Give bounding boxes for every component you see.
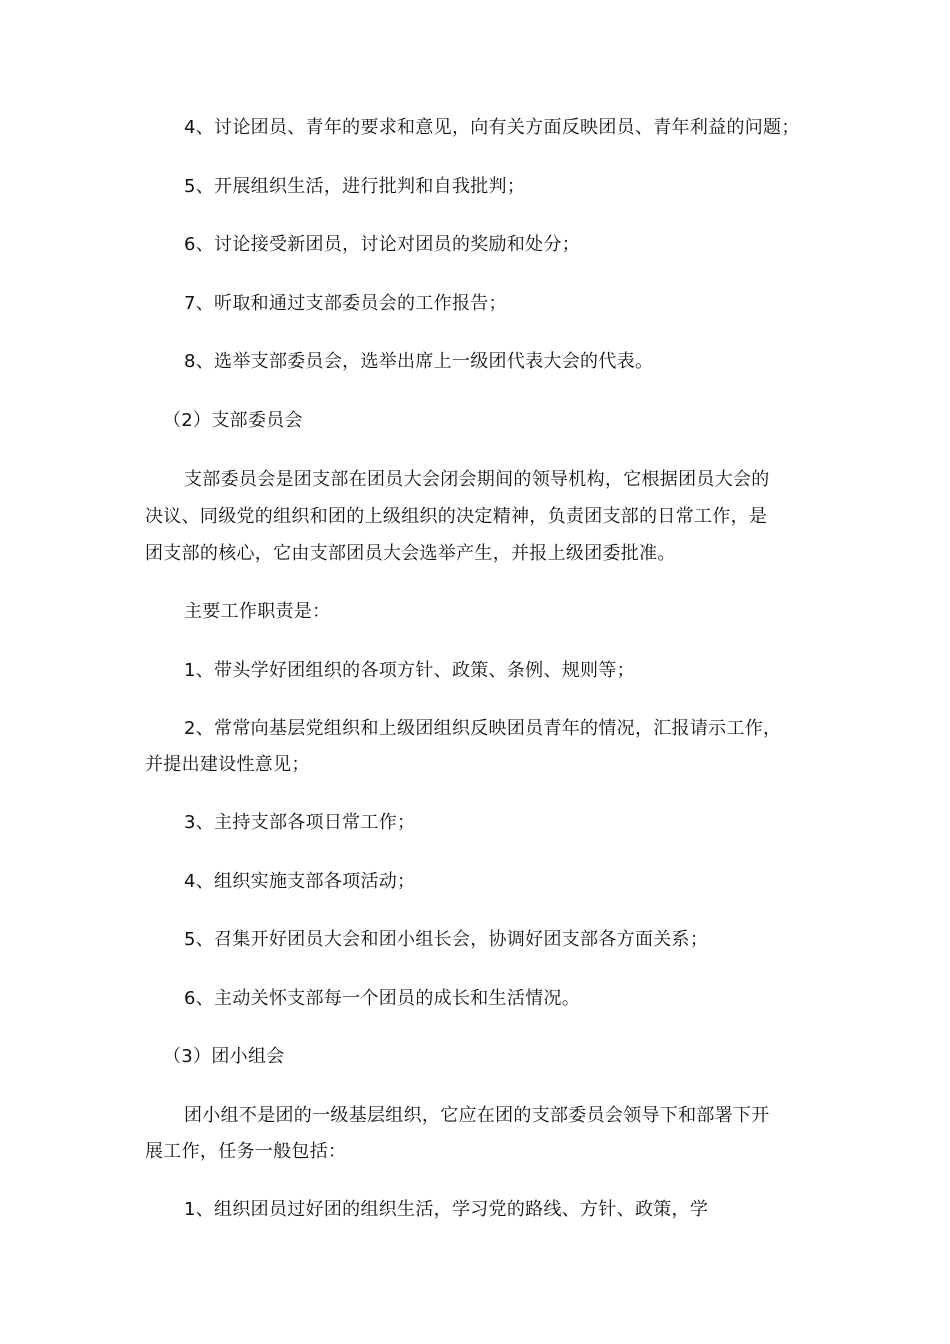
section-heading-group-meeting: （3）团小组会 xyxy=(163,1046,285,1067)
list-item-report-situation: 2、常常向基层党组织和上级团组织反映团员青年的情况，汇报请示工作， xyxy=(184,718,782,739)
paragraph-line: 团支部的核心，它由支部团员大会选举产生，并报上级团委批准。 xyxy=(145,543,676,564)
list-item-organize-life: 5、开展组织生活，进行批判和自我批判； xyxy=(184,176,526,197)
paragraph-line: 决议、同级党的组织和团的上级组织的决定精神，负责团支部的日常工作，是 xyxy=(145,506,768,527)
section-heading-branch-committee: （2）支部委员会 xyxy=(163,410,303,431)
paragraph-line: 团小组不是团的一级基层组织，它应在团的支部委员会领导下和部署下开 xyxy=(184,1105,770,1126)
duties-heading: 主要工作职责是： xyxy=(184,601,331,622)
list-item-study-policies: 1、带头学好团组织的各项方针、政策、条例、规则等； xyxy=(184,660,635,681)
list-item-convene-meetings: 5、召集开好团员大会和团小组长会，协调好团支部各方面关系； xyxy=(184,929,709,950)
list-item-organize-members: 1、组织团员过好团的组织生活，学习党的路线、方针、政策，学 xyxy=(184,1199,709,1220)
paragraph-line: 展工作，任务一般包括： xyxy=(145,1141,347,1162)
paragraph-line: 支部委员会是团支部在团员大会闭会期间的领导机构，它根据团员大会的 xyxy=(184,469,770,490)
list-item-activities: 4、组织实施支部各项活动； xyxy=(184,871,416,892)
list-item-hear-work-report: 7、听取和通过支部委员会的工作报告； xyxy=(184,293,507,314)
list-item-elect-committee: 8、选举支部委员会，选举出席上一级团代表大会的代表。 xyxy=(184,351,654,372)
list-item-accept-new-members: 6、讨论接受新团员，讨论对团员的奖励和处分； xyxy=(184,234,581,255)
list-item-discuss-members-opinions: 4、讨论团员、青年的要求和意见，向有关方面反映团员、青年利益的问题； xyxy=(184,117,800,138)
list-item-continuation: 并提出建设性意见； xyxy=(145,754,310,775)
list-item-daily-work: 3、主持支部各项日常工作； xyxy=(184,812,416,833)
list-item-care-members: 6、主动关怀支部每一个团员的成长和生活情况。 xyxy=(184,988,581,1009)
